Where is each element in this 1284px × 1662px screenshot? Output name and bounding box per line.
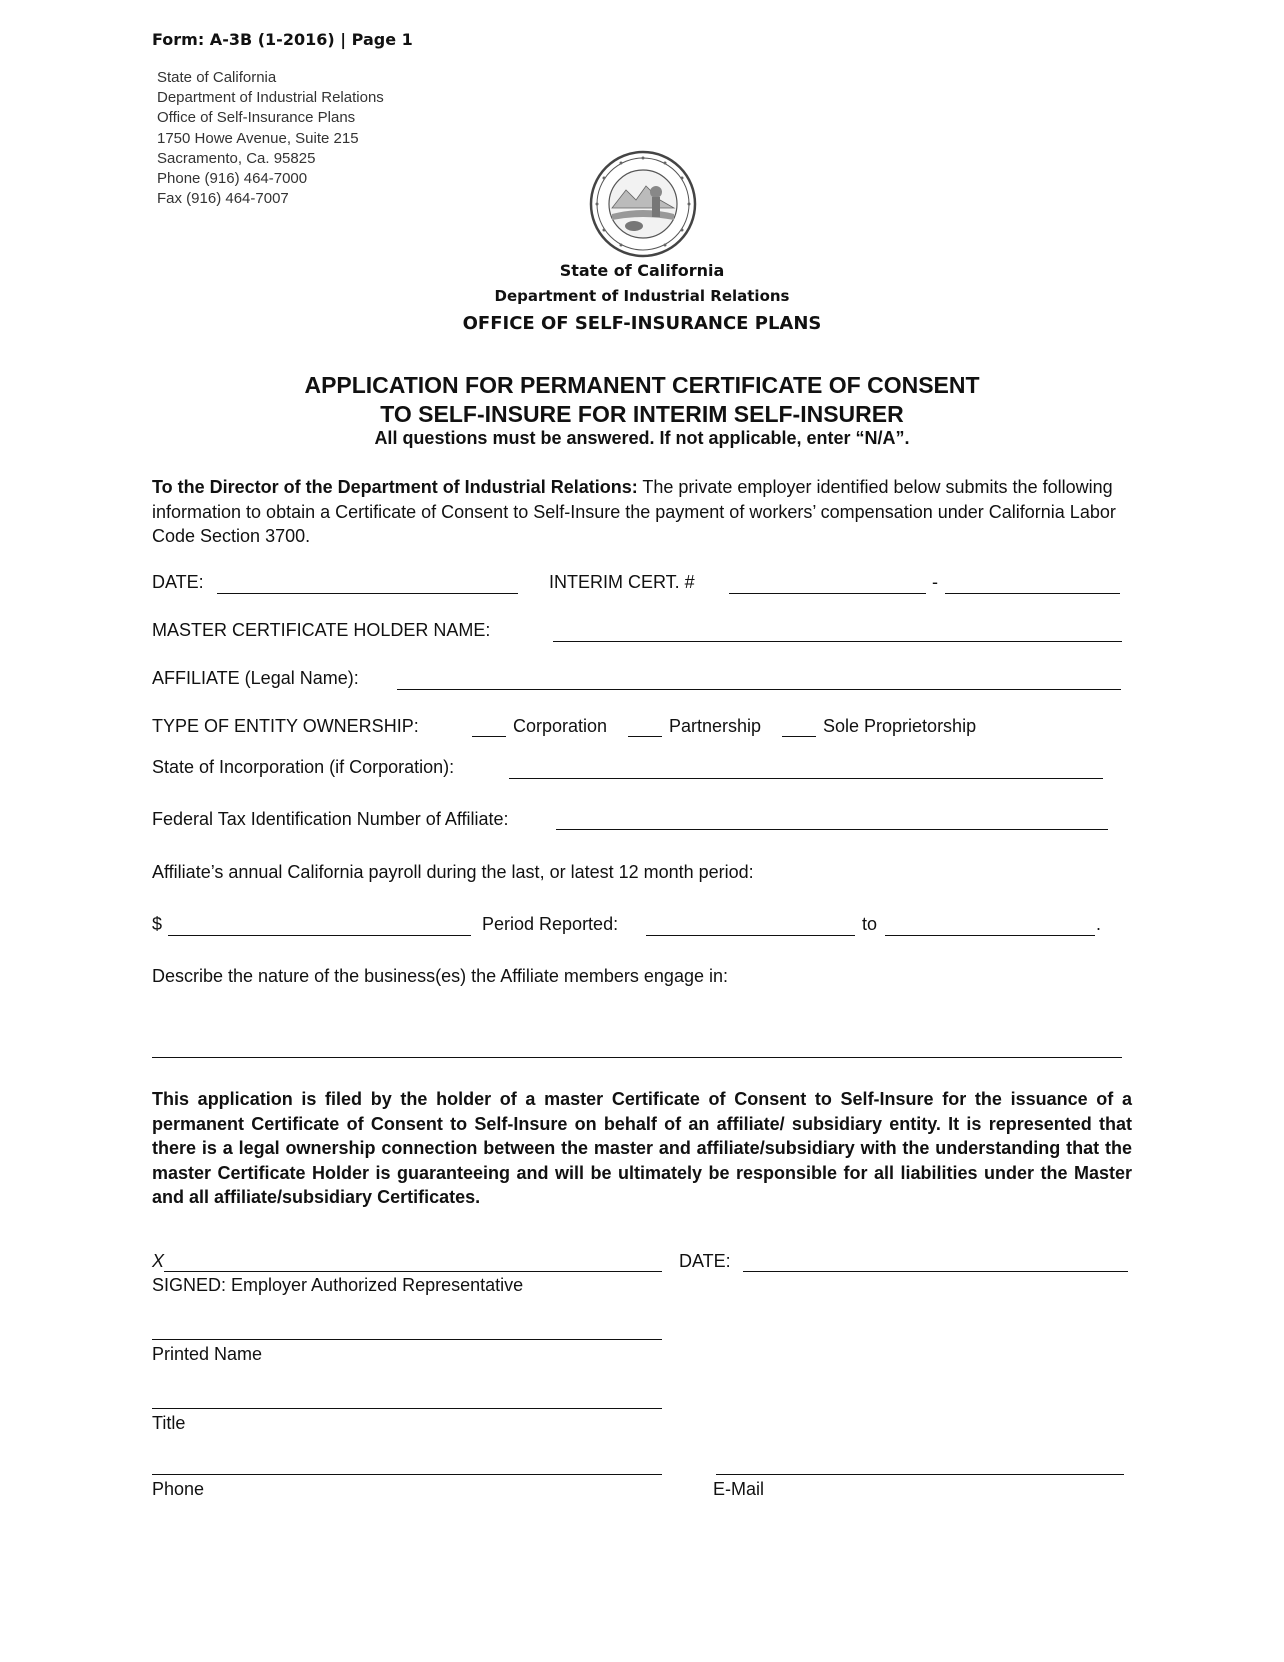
- printed-name-label: Printed Name: [152, 1344, 263, 1364]
- interim-cert-field-2[interactable]: [945, 593, 1120, 594]
- agency-office: OFFICE OF SELF-INSURANCE PLANS: [462, 313, 822, 334]
- master-holder-label: MASTER CERTIFICATE HOLDER NAME:: [152, 620, 491, 640]
- title-field[interactable]: [152, 1408, 662, 1409]
- master-holder-field[interactable]: [553, 641, 1122, 642]
- period-end-dot: .: [1096, 914, 1102, 934]
- affiliate-field[interactable]: [397, 689, 1121, 690]
- period-reported-label: Period Reported:: [482, 914, 619, 934]
- phone-label: Phone: [152, 1479, 205, 1499]
- agency-address: [157, 68, 384, 209]
- signature-date-label: DATE:: [679, 1251, 731, 1271]
- address-line: Phone (916) 464-7000: [157, 170, 308, 188]
- address-line: Department of Industrial Relations: [157, 89, 384, 107]
- intro-text: The private employer identified below submits the following information to obtain a Certificate of Consent to Self-Insure the payment of workers’ compensation under California Labor Code Section 3700.: [152, 477, 1116, 546]
- signature-date-field[interactable]: [743, 1271, 1128, 1272]
- business-description-label: Describe the nature of the business(es) the Affiliate members engage in:: [152, 966, 728, 986]
- entity-type-label: TYPE OF ENTITY OWNERSHIP:: [152, 716, 419, 736]
- agency-department: Department of Industrial Relations: [494, 287, 790, 305]
- address-line: Office of Self-Insurance Plans: [157, 109, 356, 127]
- date-label: DATE:: [152, 572, 204, 592]
- address-line: 1750 Howe Avenue, Suite 215: [157, 129, 359, 147]
- form-id: Form: A-3B (1-2016) | Page 1: [152, 30, 413, 49]
- corporation-checkbox[interactable]: [472, 736, 506, 737]
- period-start-field[interactable]: [646, 935, 855, 936]
- phone-field[interactable]: [152, 1474, 662, 1475]
- partnership-option: Partnership: [669, 716, 762, 736]
- interim-cert-field-1[interactable]: [729, 593, 926, 594]
- address-line: Fax (916) 464-7007: [157, 190, 289, 208]
- signed-label: SIGNED: Employer Authorized Representative: [152, 1275, 524, 1295]
- payroll-amount-field[interactable]: [168, 935, 471, 936]
- payroll-label: Affiliate’s annual California payroll during the last, or latest 12 month period:: [152, 862, 754, 882]
- sole-proprietorship-option: Sole Proprietorship: [823, 716, 977, 736]
- form-title-line-1: APPLICATION FOR PERMANENT CERTIFICATE OF CONSENT: [304, 372, 980, 398]
- form-title-line-2: TO SELF-INSURE FOR INTERIM SELF-INSURER: [380, 401, 904, 427]
- dollar-sign: $: [152, 914, 163, 934]
- intro-addressee: To the Director of the Department of Industrial Relations:: [152, 477, 638, 497]
- tax-id-field[interactable]: [556, 829, 1108, 830]
- date-field[interactable]: [217, 593, 518, 594]
- affiliate-label: AFFILIATE (Legal Name):: [152, 668, 359, 688]
- tax-id-label: Federal Tax Identification Number of Affiliate:: [152, 809, 509, 829]
- period-end-field[interactable]: [885, 935, 1095, 936]
- incorporation-label: State of Incorporation (if Corporation):: [152, 757, 455, 777]
- form-instruction: All questions must be answered. If not applicable, enter “N/A”.: [374, 428, 910, 448]
- address-line: Sacramento, Ca. 95825: [157, 149, 316, 167]
- period-to-label: to: [862, 914, 878, 934]
- signature-field[interactable]: [164, 1271, 662, 1272]
- ownership-notice: This application is filed by the holder of a master Certificate of Consent to Self-Insure for the issuance of a permanent Certificate of Consent to Self-Insure on behalf of an affiliate/ subsidiary entity. It is represented that there is a legal ownership connection between the master and affiliate/subsidiary with the understanding that the master Certificate Holder is guaranteeing and will be ultimately be responsible for all liabilities under the Master and all affiliate/subsidiary Certificates.: [152, 1089, 1132, 1207]
- intro-paragraph: [152, 475, 1142, 549]
- state-seal-icon: [588, 148, 698, 260]
- address-line: State of California: [157, 69, 277, 86]
- agency-state: State of California: [559, 261, 725, 280]
- incorporation-field[interactable]: [509, 778, 1103, 779]
- interim-cert-dash: -: [932, 572, 938, 592]
- partnership-checkbox[interactable]: [628, 736, 662, 737]
- corporation-option: Corporation: [513, 716, 608, 736]
- printed-name-field[interactable]: [152, 1339, 662, 1340]
- sole-proprietorship-checkbox[interactable]: [782, 736, 816, 737]
- business-description-field[interactable]: [152, 1057, 1122, 1058]
- signature-x-mark: X: [152, 1251, 165, 1271]
- email-label: E-Mail: [713, 1479, 765, 1499]
- email-field[interactable]: [716, 1474, 1124, 1475]
- title-label: Title: [152, 1413, 186, 1433]
- interim-cert-label: INTERIM CERT. #: [549, 572, 695, 592]
